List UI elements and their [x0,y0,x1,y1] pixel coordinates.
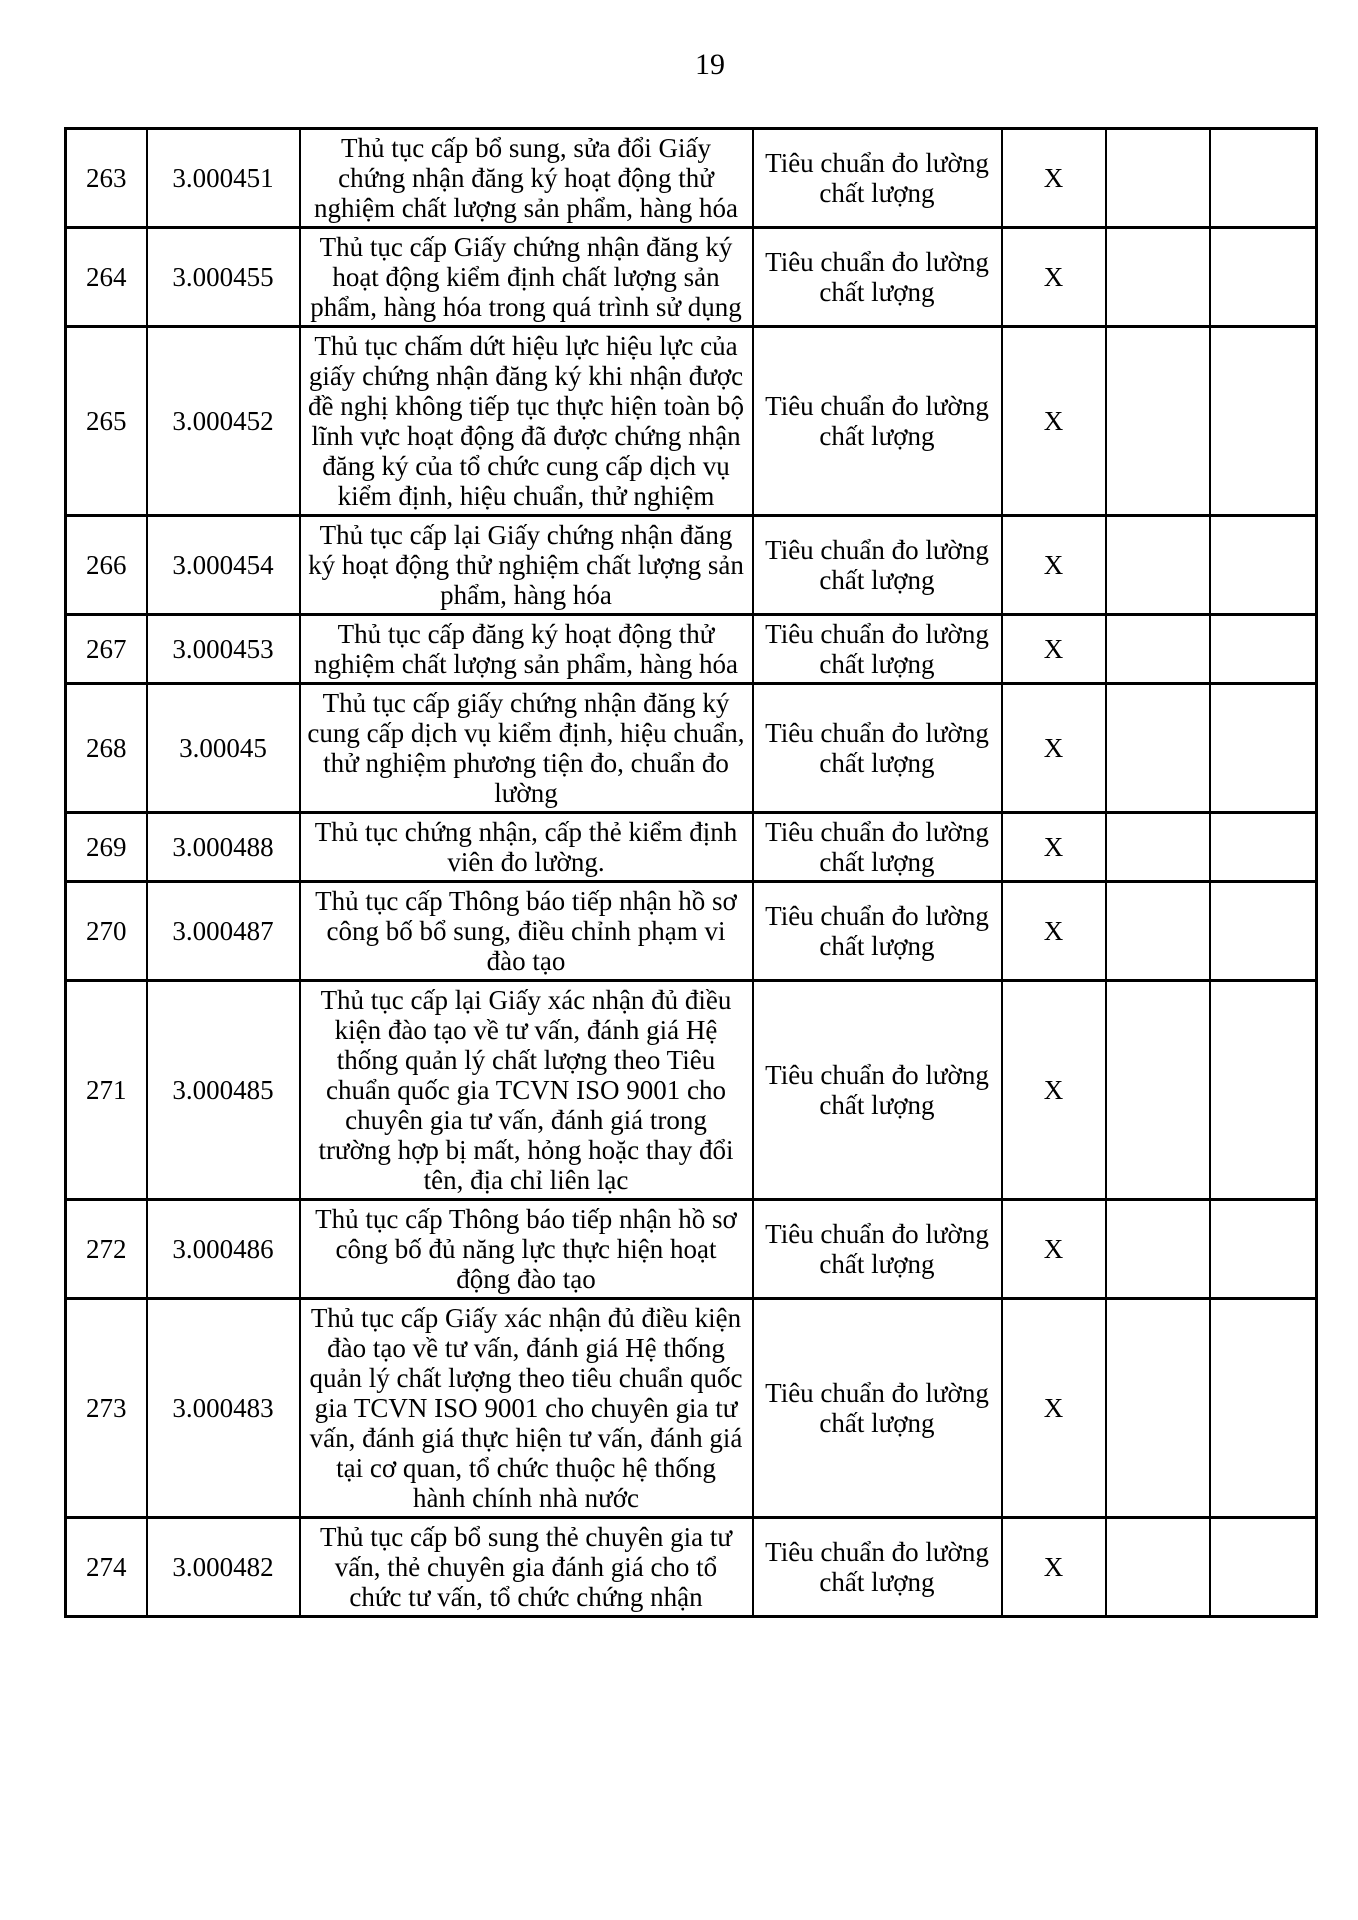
table-row [66,684,1317,813]
mark-cell: X [1002,1200,1106,1299]
mark-cell: X [1002,981,1106,1200]
procedure-name-cell: Thủ tục cấp Giấy xác nhận đủ điều kiện đào tạo về tư vấn, đánh giá Hệ thống quản lý chất lượng theo tiêu chuẩn quốc gia TCVN ISO 9001 cho chuyên gia tư vấn, đánh giá thực hiện tư vấn, đánh giá tại cơ quan, tổ chức thuộc hệ thống hành chính nhà nước [300,1299,753,1518]
agency-cell: Tiêu chuẩn đo lường chất lượng [753,1518,1002,1617]
mark-cell: X [1002,1299,1106,1518]
empty-cell-2 [1210,1299,1317,1518]
mark-cell: X [1002,1518,1106,1617]
table-row [66,228,1317,327]
empty-cell-2 [1210,327,1317,516]
empty-cell-2 [1210,813,1317,882]
row-number-cell: 270 [66,882,147,981]
mark-cell: X [1002,129,1106,228]
agency-cell: Tiêu chuẩn đo lường chất lượng [753,516,1002,615]
empty-cell-1 [1106,228,1210,327]
table-row [66,1299,1317,1518]
page-number: 19 [695,48,725,81]
procedures-table [64,127,1318,1618]
empty-cell-2 [1210,981,1317,1200]
procedures-table-body [66,129,1317,1617]
row-number-cell: 268 [66,684,147,813]
procedure-code-cell: 3.00045 [147,684,300,813]
row-number-cell: 265 [66,327,147,516]
procedure-code-cell: 3.000453 [147,615,300,684]
procedure-code-cell: 3.000482 [147,1518,300,1617]
table-row [66,516,1317,615]
row-number-cell: 266 [66,516,147,615]
mark-cell: X [1002,882,1106,981]
procedure-name-cell: Thủ tục cấp bổ sung thẻ chuyên gia tư vấn, thẻ chuyên gia đánh giá cho tổ chức tư vấn, tổ chức chứng nhận [300,1518,753,1617]
empty-cell-1 [1106,615,1210,684]
procedure-code-cell: 3.000488 [147,813,300,882]
empty-cell-1 [1106,1200,1210,1299]
empty-cell-1 [1106,981,1210,1200]
empty-cell-2 [1210,615,1317,684]
empty-cell-1 [1106,516,1210,615]
empty-cell-1 [1106,129,1210,228]
mark-cell: X [1002,327,1106,516]
empty-cell-2 [1210,516,1317,615]
row-number-cell: 274 [66,1518,147,1617]
mark-cell: X [1002,615,1106,684]
row-number-cell: 272 [66,1200,147,1299]
empty-cell-2 [1210,1200,1317,1299]
empty-cell-1 [1106,684,1210,813]
row-number-cell: 273 [66,1299,147,1518]
row-number-cell: 271 [66,981,147,1200]
empty-cell-2 [1210,129,1317,228]
table-row [66,1200,1317,1299]
procedure-code-cell: 3.000455 [147,228,300,327]
procedure-name-cell: Thủ tục cấp giấy chứng nhận đăng ký cung cấp dịch vụ kiểm định, hiệu chuẩn, thử nghiệm phương tiện đo, chuẩn đo lường [300,684,753,813]
row-number-cell: 269 [66,813,147,882]
agency-cell: Tiêu chuẩn đo lường chất lượng [753,813,1002,882]
mark-cell: X [1002,228,1106,327]
agency-cell: Tiêu chuẩn đo lường chất lượng [753,327,1002,516]
empty-cell-2 [1210,1518,1317,1617]
row-number-cell: 267 [66,615,147,684]
procedure-name-cell: Thủ tục chấm dứt hiệu lực hiệu lực của giấy chứng nhận đăng ký khi nhận được đề nghị không tiếp tục thực hiện toàn bộ lĩnh vực hoạt động đã được chứng nhận đăng ký của tổ chức cung cấp dịch vụ kiểm định, hiệu chuẩn, thử nghiệm [300,327,753,516]
procedure-code-cell: 3.000485 [147,981,300,1200]
procedure-name-cell: Thủ tục cấp lại Giấy chứng nhận đăng ký hoạt động thử nghiệm chất lượng sản phẩm, hàng hóa [300,516,753,615]
agency-cell: Tiêu chuẩn đo lường chất lượng [753,1299,1002,1518]
procedure-name-cell: Thủ tục cấp Thông báo tiếp nhận hồ sơ công bố đủ năng lực thực hiện hoạt động đào tạo [300,1200,753,1299]
empty-cell-2 [1210,228,1317,327]
empty-cell-2 [1210,882,1317,981]
empty-cell-1 [1106,813,1210,882]
procedure-code-cell: 3.000451 [147,129,300,228]
table-row [66,813,1317,882]
row-number-cell: 263 [66,129,147,228]
agency-cell: Tiêu chuẩn đo lường chất lượng [753,615,1002,684]
empty-cell-1 [1106,1518,1210,1617]
empty-cell-1 [1106,327,1210,516]
table-row [66,882,1317,981]
procedure-code-cell: 3.000486 [147,1200,300,1299]
empty-cell-2 [1210,684,1317,813]
agency-cell: Tiêu chuẩn đo lường chất lượng [753,1200,1002,1299]
empty-cell-1 [1106,882,1210,981]
procedure-code-cell: 3.000454 [147,516,300,615]
table-row [66,615,1317,684]
agency-cell: Tiêu chuẩn đo lường chất lượng [753,882,1002,981]
procedure-name-cell: Thủ tục chứng nhận, cấp thẻ kiểm định viên đo lường. [300,813,753,882]
procedure-name-cell: Thủ tục cấp Thông báo tiếp nhận hồ sơ công bố bổ sung, điều chỉnh phạm vi đào tạo [300,882,753,981]
agency-cell: Tiêu chuẩn đo lường chất lượng [753,129,1002,228]
procedure-code-cell: 3.000483 [147,1299,300,1518]
table-row [66,327,1317,516]
procedure-code-cell: 3.000452 [147,327,300,516]
agency-cell: Tiêu chuẩn đo lường chất lượng [753,684,1002,813]
procedure-name-cell: Thủ tục cấp lại Giấy xác nhận đủ điều kiện đào tạo về tư vấn, đánh giá Hệ thống quản lý chất lượng theo Tiêu chuẩn quốc gia TCVN ISO 9001 cho chuyên gia tư vấn, đánh giá trong trường hợp bị mất, hỏng hoặc thay đổi tên, địa chỉ liên lạc [300,981,753,1200]
mark-cell: X [1002,813,1106,882]
table-row [66,129,1317,228]
row-number-cell: 264 [66,228,147,327]
empty-cell-1 [1106,1299,1210,1518]
mark-cell: X [1002,516,1106,615]
agency-cell: Tiêu chuẩn đo lường chất lượng [753,228,1002,327]
agency-cell: Tiêu chuẩn đo lường chất lượng [753,981,1002,1200]
table-row [66,1518,1317,1617]
procedure-name-cell: Thủ tục cấp bổ sung, sửa đổi Giấy chứng nhận đăng ký hoạt động thử nghiệm chất lượng sản phẩm, hàng hóa [300,129,753,228]
mark-cell: X [1002,684,1106,813]
table-row [66,981,1317,1200]
procedure-code-cell: 3.000487 [147,882,300,981]
procedure-name-cell: Thủ tục cấp Giấy chứng nhận đăng ký hoạt động kiểm định chất lượng sản phẩm, hàng hóa trong quá trình sử dụng [300,228,753,327]
procedure-name-cell: Thủ tục cấp đăng ký hoạt động thử nghiệm chất lượng sản phẩm, hàng hóa [300,615,753,684]
